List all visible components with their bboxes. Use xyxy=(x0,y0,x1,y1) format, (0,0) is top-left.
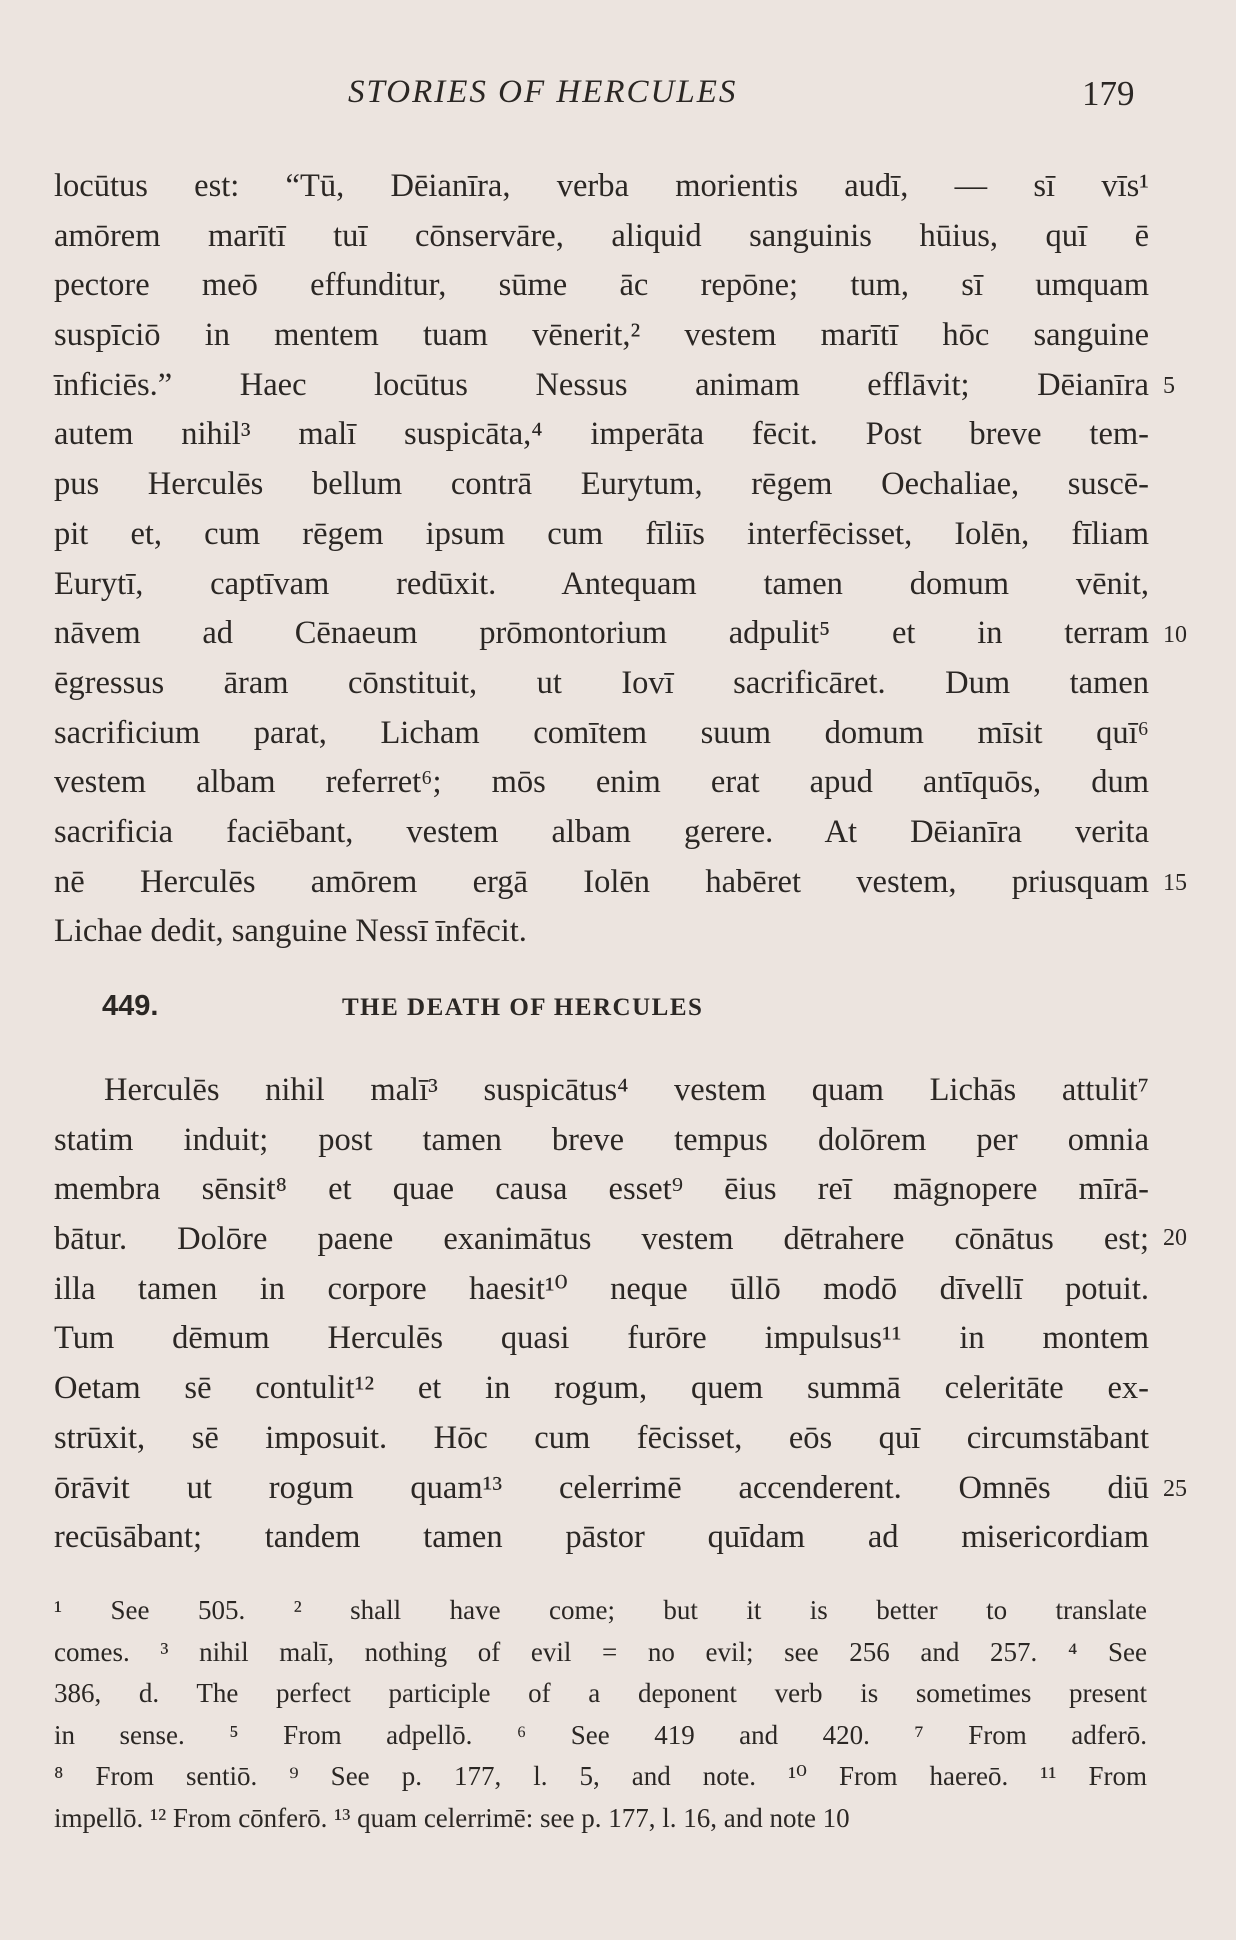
text-line: amōrem marītī tuī cōnservāre, aliquid sanguinis hūius, quī ē xyxy=(54,217,1149,254)
text-line: nāvem ad Cēnaeum prōmontorium adpulit⁵ et in terram xyxy=(54,615,1149,652)
text-line: bātur. Dolōre paene exanimātus vestem dētrahere cōnātus est; xyxy=(54,1221,1149,1258)
text-line: suspīciō in mentem tuam vēnerit,² vestem marītī hōc sanguine xyxy=(54,317,1149,354)
text-line: vestem albam referret⁶; mōs enim erat apud antīquōs, dum xyxy=(54,764,1149,801)
text-line: pus Herculēs bellum contrā Eurytum, rēgem Oechaliae, suscē- xyxy=(54,466,1149,503)
running-title: STORIES OF HERCULES xyxy=(348,74,738,110)
line-number: 10 xyxy=(1163,622,1187,648)
section-heading xyxy=(102,990,1002,1040)
section-title: THE DEATH OF HERCULES xyxy=(342,994,704,1021)
text-line: sacrificium parat, Licham comītem suum domum mīsit quī⁶ xyxy=(54,714,1149,751)
footnote-line: ¹ See 505. ² shall have come; but it is better to translate xyxy=(54,1595,1147,1625)
text-line: pit et, cum rēgem ipsum cum fīliīs interfēcisset, Iolēn, fīliam xyxy=(54,515,1149,552)
text-line: ēgressus āram cōnstituit, ut Iovī sacrificāret. Dum tamen xyxy=(54,664,1149,701)
text-line: sacrificia faciēbant, vestem albam gerere. At Dēianīra verita xyxy=(54,813,1149,850)
text-line: strūxit, sē imposuit. Hōc cum fēcisset, eōs quī circumstābant xyxy=(54,1419,1149,1456)
footnote-line: comes. ³ nihil malī, nothing of evil = no evil; see 256 and 257. ⁴ See xyxy=(54,1636,1147,1667)
section-number: 449. xyxy=(102,990,159,1022)
text-line: autem nihil³ malī suspicāta,⁴ imperāta fēcit. Post breve tem- xyxy=(54,416,1149,453)
line-number: 5 xyxy=(1163,373,1175,399)
text-line: Herculēs nihil malī³ suspicātus⁴ vestem quam Lichās attulit⁷ xyxy=(104,1072,1149,1108)
text-line: īnficiēs.” Haec locūtus Nessus animam efflāvit; Dēianīra xyxy=(54,366,1149,403)
text-line: ōrāvit ut rogum quam¹³ celerrimē accenderent. Omnēs diū xyxy=(54,1469,1149,1506)
text-line: illa tamen in corpore haesit¹⁰ neque ūllō modō dīvellī potuit. xyxy=(54,1270,1149,1307)
footnotes xyxy=(54,1590,1147,1839)
line-number: 15 xyxy=(1163,870,1187,896)
text-line: nē Herculēs amōrem ergā Iolēn habēret vestem, priusquam xyxy=(54,863,1149,900)
footnote-line: 386, d. The perfect participle of a deponent verb is sometimes present xyxy=(54,1678,1147,1708)
footnote-line: in sense. ⁵ From adpellō. ⁶ See 419 and 420. ⁷ From adferō. xyxy=(54,1719,1147,1750)
text-line: Lichae dedit, sanguine Nessī īnfēcit. xyxy=(54,913,527,950)
text-line: pectore meō effunditur, sūme āc repōne; tum, sī umquam xyxy=(54,267,1149,304)
line-number: 20 xyxy=(1163,1225,1187,1251)
text-line: locūtus est: “Tū, Dēianīra, verba morientis audī, — sī vīs¹ xyxy=(54,168,1149,204)
text-line: recūsābant; tandem tamen pāstor quīdam ad misericordiam xyxy=(54,1519,1149,1556)
line-number: 25 xyxy=(1163,1476,1187,1502)
paragraph-death-of-hercules xyxy=(54,1066,1149,1563)
text-line: Oetam sē contulit¹² et in rogum, quem summā celeritāte ex- xyxy=(54,1370,1149,1407)
text-line: membra sēnsit⁸ et quae causa esset⁹ ēius reī māgnopere mīrā- xyxy=(54,1171,1149,1208)
footnote-line: ⁸ From sentiō. ⁹ See p. 177, l. 5, and note. ¹⁰ From haereō. ¹¹ From xyxy=(54,1761,1147,1791)
footnote-line: impellō. ¹² From cōnferō. ¹³ quam celerrimē: see p. 177, l. 16, and note 10 xyxy=(54,1802,850,1833)
text-line: Eurytī, captīvam redūxit. Antequam tamen domum vēnit, xyxy=(54,565,1149,602)
text-line: statim induit; post tamen breve tempus dolōrem per omnia xyxy=(54,1121,1149,1158)
page-number: 179 xyxy=(1082,74,1135,113)
text-line: Tum dēmum Herculēs quasi furōre impulsus¹¹ in montem xyxy=(54,1320,1149,1357)
running-head xyxy=(0,74,1236,124)
paragraph-continued xyxy=(54,162,1149,957)
